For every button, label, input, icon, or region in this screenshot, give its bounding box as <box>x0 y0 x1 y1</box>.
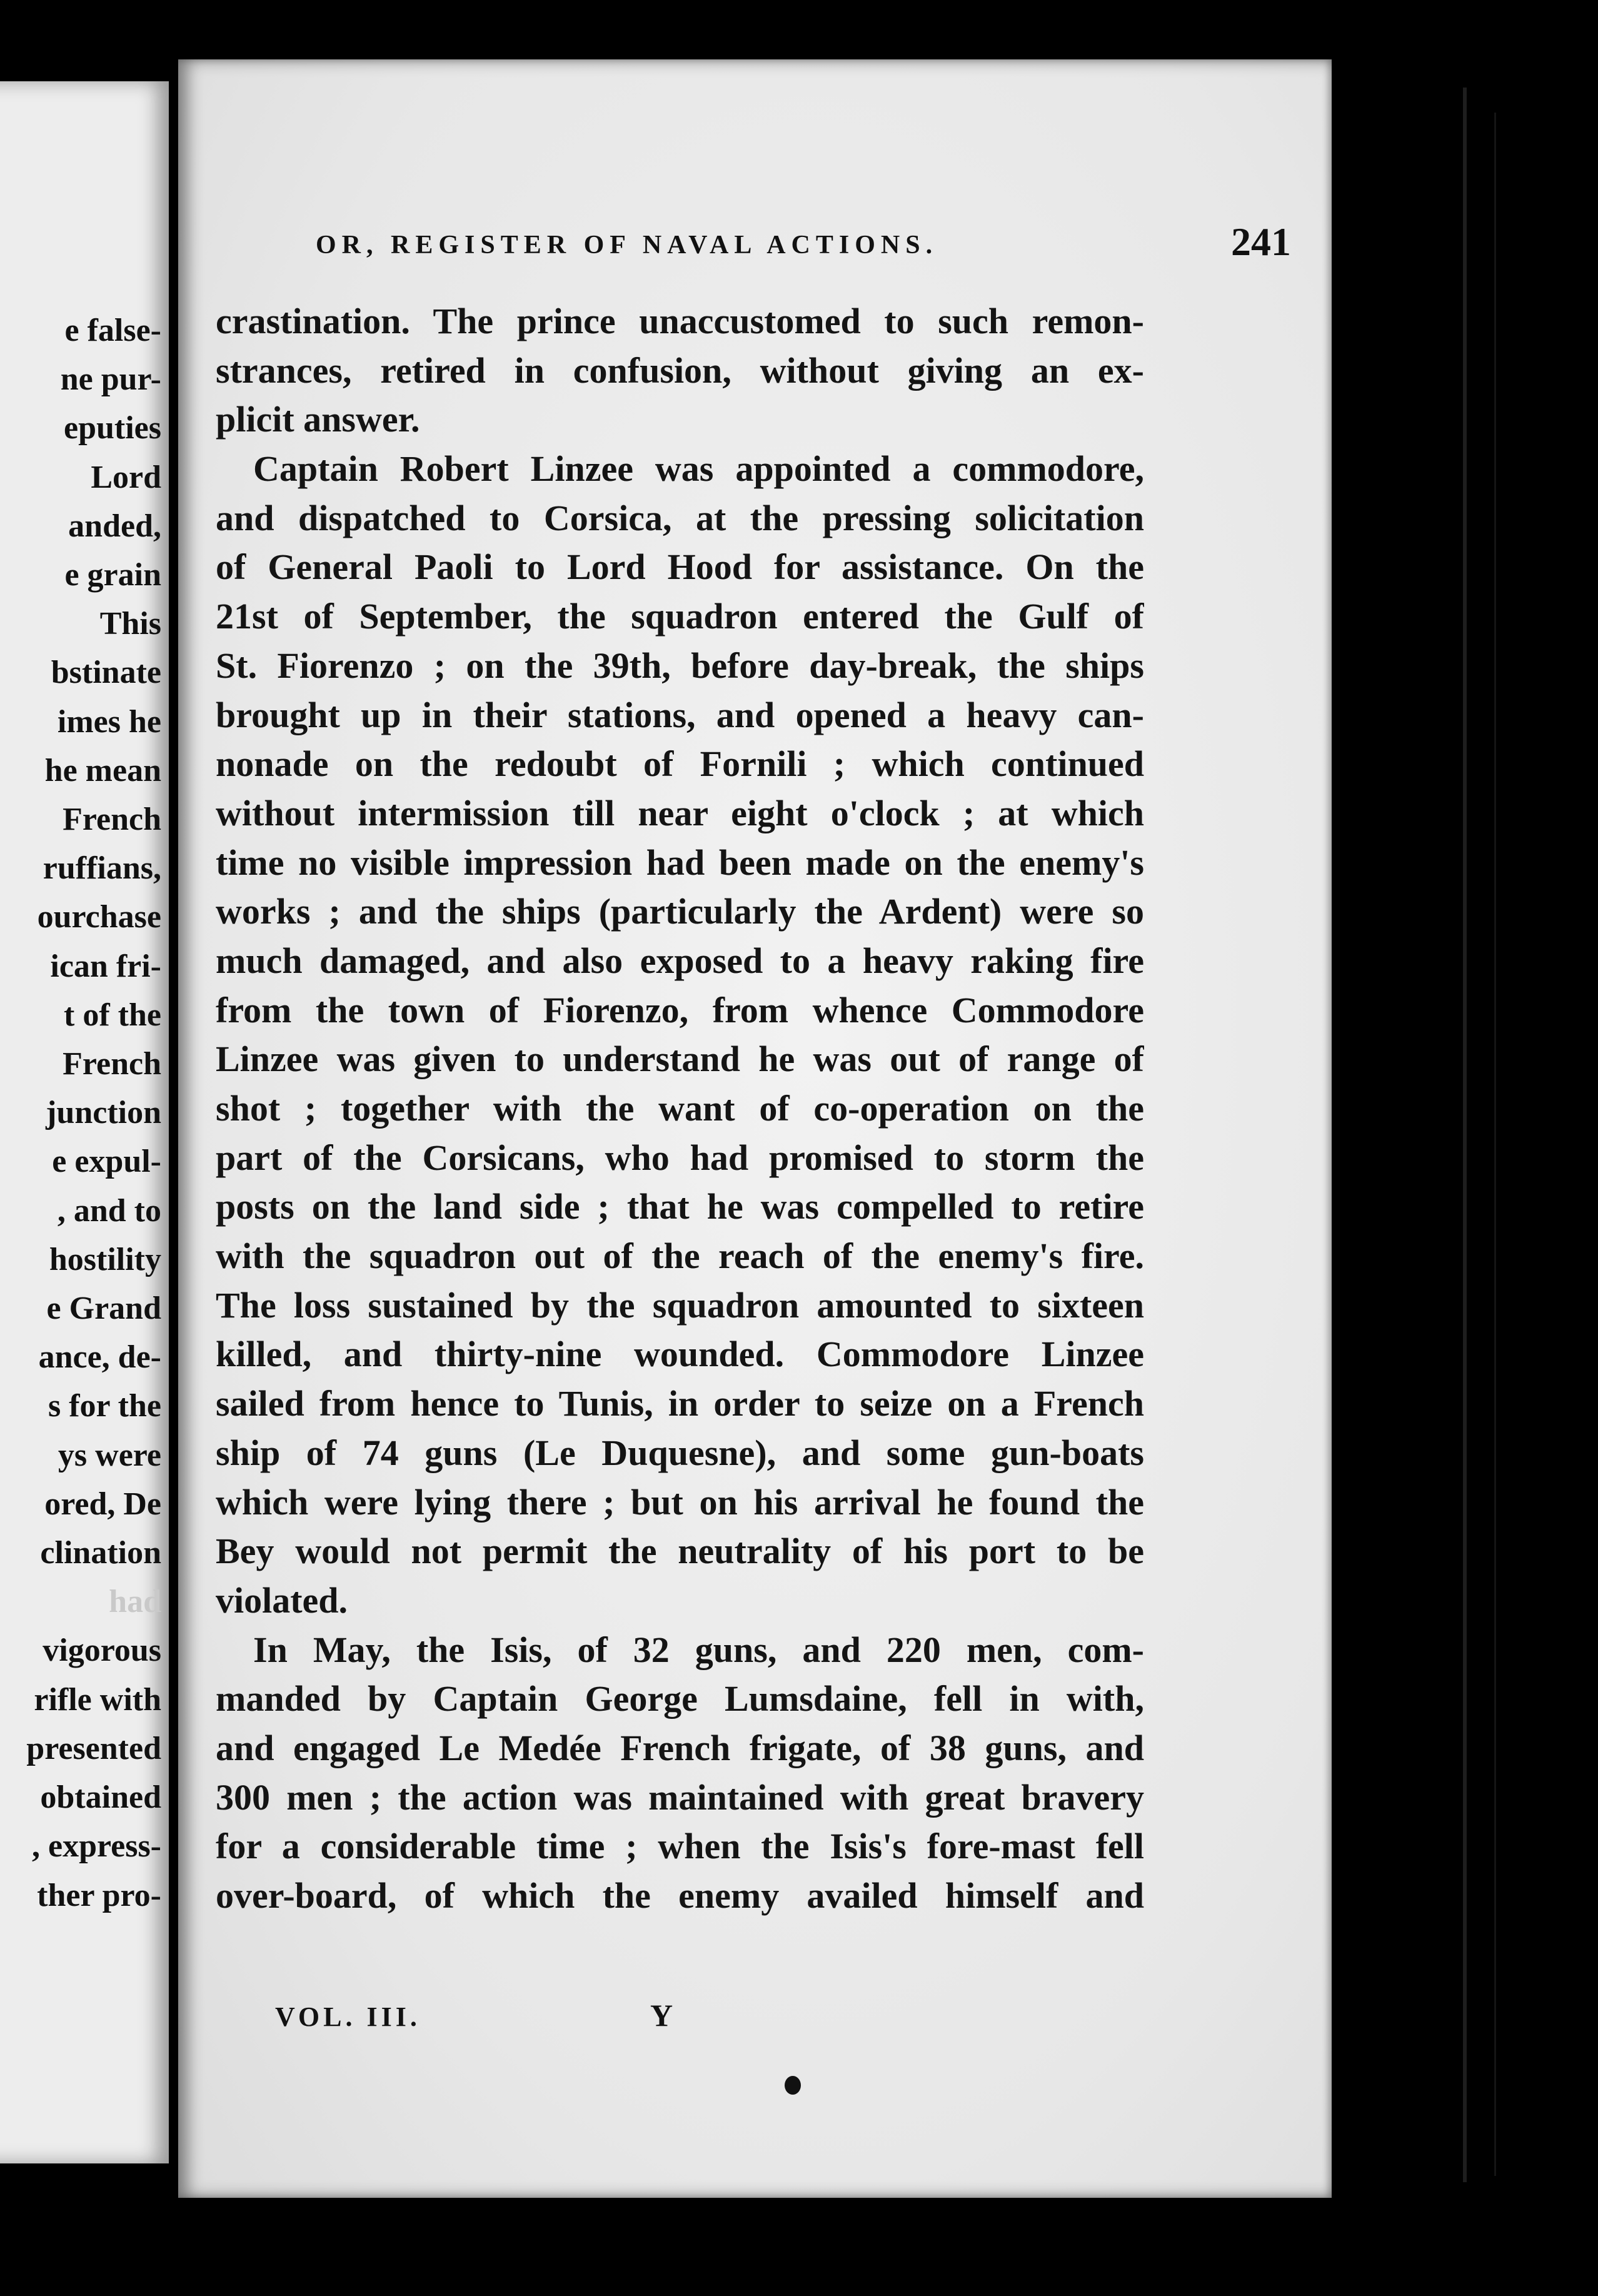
left-line: ne pur- <box>60 361 161 398</box>
left-line: , express- <box>31 1828 161 1865</box>
left-line: he mean <box>44 752 161 788</box>
left-line: presented <box>26 1730 161 1766</box>
running-title: OR, REGISTER OF NAVAL ACTIONS. <box>316 231 938 259</box>
text-line: much damaged, and also exposed to a heavy raking fire <box>216 940 1144 981</box>
text-line: and dispatched to Corsica, at the pressing solicitation <box>216 497 1144 538</box>
text-line: part of the Corsicans, who had promised to storm the <box>216 1137 1144 1178</box>
left-line: This <box>99 606 161 642</box>
text-line: shot ; together with the want of co-operation on the <box>216 1088 1144 1129</box>
left-page-text <box>0 306 161 1920</box>
text-line: Bey would not permit the neutrality of his port to be <box>216 1531 1144 1572</box>
left-line: ourchase <box>37 899 161 935</box>
page-edge-line <box>1494 113 1496 2176</box>
left-line: ruffians, <box>43 850 161 887</box>
left-line: clination <box>40 1535 161 1571</box>
left-line: e grain <box>64 557 161 593</box>
text-line: nonade on the redoubt of Fornili ; which continued <box>216 743 1144 785</box>
text-line: The loss sustained by the squadron amounted to sixteen <box>216 1284 1144 1326</box>
left-line: t of the <box>64 997 161 1033</box>
left-line: French <box>63 802 161 838</box>
running-head <box>316 219 1291 269</box>
text-line: manded by Captain George Lumsdaine, fell in with, <box>216 1678 1144 1719</box>
text-line: from the town of Fiorenzo, from whence Commodore <box>216 989 1144 1030</box>
body-text <box>216 297 1144 1921</box>
volume-label: VOL. III. <box>275 2001 421 2032</box>
left-line: ance, de- <box>38 1339 161 1376</box>
text-line: brought up in their stations, and opened a heavy can- <box>216 694 1144 735</box>
left-line: ther pro- <box>37 1877 161 1913</box>
text-line: In May, the Isis, of 32 guns, and 220 men, com- <box>253 1629 1144 1670</box>
left-line: anded, <box>68 508 161 544</box>
text-line: over-board, of which the enemy availed himself and <box>216 1875 1144 1916</box>
left-line: imes he <box>57 703 161 740</box>
text-line: violated. <box>216 1579 348 1621</box>
text-line: posts on the land side ; that he was compelled to retire <box>216 1186 1144 1227</box>
left-line: French <box>63 1046 161 1082</box>
page-edge-line <box>1463 88 1467 2182</box>
text-line: with the squadron out of the reach of the enemy's fire. <box>216 1236 1144 1277</box>
text-line: sailed from hence to Tunis, in order to seize on a French <box>216 1383 1144 1424</box>
text-line: St. Fiorenzo ; on the 39th, before day-break, the ships <box>216 645 1144 686</box>
left-line: e Grand <box>46 1291 161 1327</box>
text-line: for a considerable time ; when the Isis's fore-mast fell <box>216 1826 1144 1867</box>
text-line: strances, retired in confusion, without giving an ex- <box>216 350 1144 391</box>
left-line: rifle with <box>34 1681 161 1718</box>
text-line: Linzee was given to understand he was out of range of <box>216 1039 1144 1080</box>
text-line: and engaged Le Medée French frigate, of 38 guns, and <box>216 1727 1144 1768</box>
page-number: 241 <box>1231 219 1291 264</box>
text-line: time no visible impression had been made on the enemy's <box>216 842 1144 883</box>
left-line: s for the <box>48 1388 161 1424</box>
text-line: of General Paoli to Lord Hood for assistance. On the <box>216 546 1144 588</box>
text-line: crastination. The prince unaccustomed to such remon- <box>216 301 1144 341</box>
left-line: ys were <box>58 1437 161 1473</box>
text-line: without intermission till near eight o'clock ; at which <box>216 792 1144 833</box>
text-line: killed, and thirty-nine wounded. Commodore Linzee <box>216 1334 1144 1375</box>
left-line: hostility <box>49 1241 161 1277</box>
left-line: junction <box>46 1095 161 1131</box>
left-line: ican fri- <box>50 948 161 984</box>
text-line: 300 men ; the action was maintained with great bravery <box>216 1776 1144 1818</box>
left-facing-page <box>0 81 169 2163</box>
ink-spot <box>785 2076 801 2095</box>
signature-mark: Y <box>650 1998 673 2033</box>
left-line: eputies <box>64 410 161 446</box>
left-line: vigorous <box>43 1633 161 1669</box>
page-footer <box>275 1998 838 2045</box>
text-line: plicit answer. <box>216 399 420 440</box>
left-line: bstinate <box>51 655 161 691</box>
text-line: 21st of September, the squadron entered the Gulf of <box>216 596 1144 637</box>
text-line: which were lying there ; but on his arrival he found the <box>216 1481 1144 1523</box>
left-line: , and to <box>57 1192 161 1229</box>
left-line: obtained <box>40 1780 161 1816</box>
left-line: e false- <box>64 313 161 348</box>
left-line: e expul- <box>52 1144 161 1180</box>
book-page <box>178 59 1332 2198</box>
left-line: had <box>109 1584 161 1620</box>
text-line: ship of 74 guns (Le Duquesne), and some gun-boats <box>216 1432 1144 1473</box>
text-line: Captain Robert Linzee was appointed a commodore, <box>253 448 1144 490</box>
left-line: ored, De <box>44 1486 161 1522</box>
text-line: works ; and the ships (particularly the Ardent) were so <box>216 891 1144 932</box>
left-line: Lord <box>91 459 161 495</box>
